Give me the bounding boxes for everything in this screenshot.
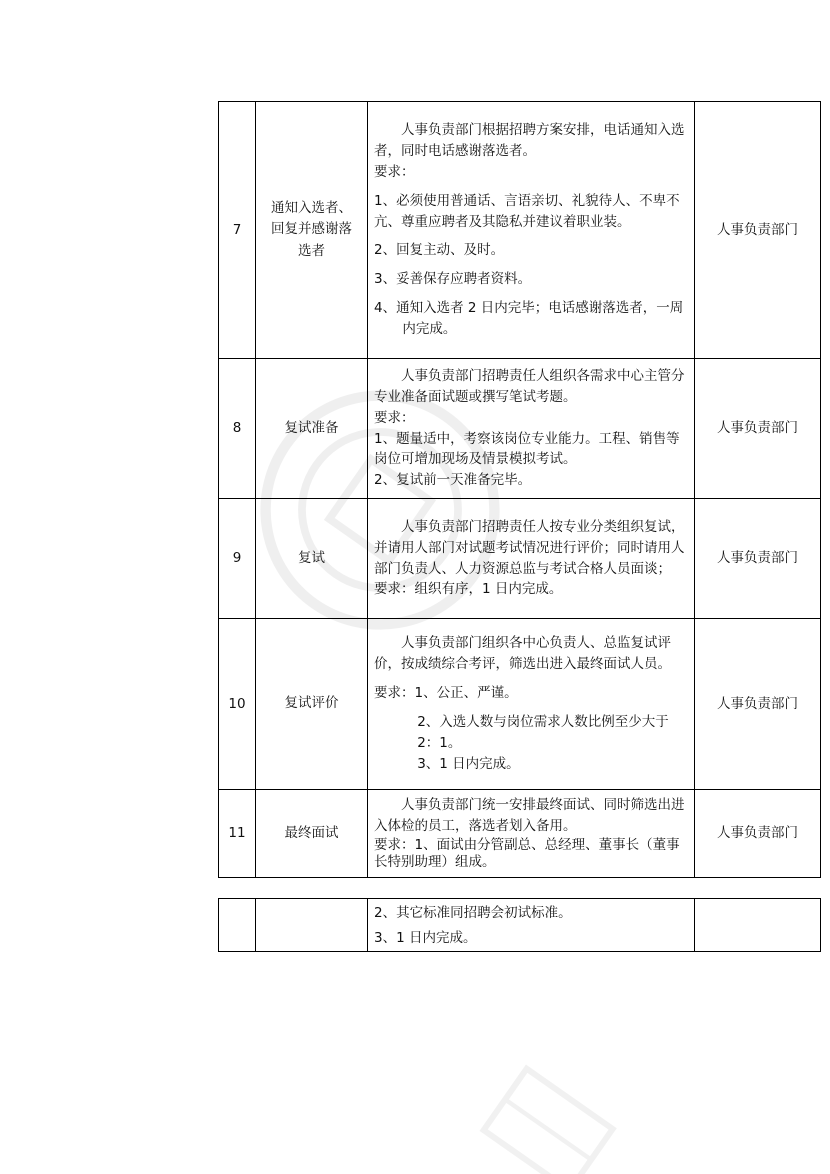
empty-cell [256, 899, 368, 952]
step-name [256, 499, 368, 619]
description-intro: 人事负责部门统一安排最终面试、同时筛选出进入体检的员工，落选者划入备用。 [374, 797, 685, 834]
table-row [219, 619, 821, 790]
step-description [368, 359, 695, 499]
continuation-table [218, 898, 821, 952]
requirement-label: 要求： [374, 409, 415, 426]
table-row [219, 899, 821, 952]
step-name-text: 复试评价 [284, 695, 339, 712]
requirement-item: 4、通知入选者 2 日内完毕；电话感谢落选者，一周内完成。 [374, 300, 684, 338]
responsible-department: 人事负责部门 [695, 790, 821, 878]
step-number: 10 [219, 619, 256, 790]
requirement-item: 1、题量适中，考察该岗位专业能力。工程、销售等岗位可增加现场及情景模拟考试。 [374, 430, 680, 468]
requirement-item: 2、入选人数与岗位需求人数比例至少大于2：1。 [417, 714, 669, 751]
step-number: 8 [219, 359, 256, 499]
step-number: 11 [219, 790, 256, 878]
step-name [256, 619, 368, 790]
step-number: 9 [219, 499, 256, 619]
responsible-department: 人事负责部门 [695, 102, 821, 359]
responsible-department: 人事负责部门 [695, 359, 821, 499]
step-name [256, 359, 368, 499]
responsible-department: 人事负责部门 [695, 619, 821, 790]
requirement-item: 2、复试前一天准备完毕。 [374, 472, 532, 489]
requirement-item: 3、1 日内完成。 [417, 755, 520, 772]
description-intro: 人事负责部门根据招聘方案安排，电话通知入选者，同时电话感谢落选者。 [374, 121, 685, 159]
table-row [219, 102, 821, 359]
table-row [219, 790, 821, 878]
requirement-item: 2、回复主动、及时。 [374, 242, 505, 259]
step-name-text: 通知入选者、回复并感谢落选者 [271, 199, 352, 259]
step-description [368, 499, 695, 619]
step-description [368, 102, 695, 359]
watermark-fragment [450, 1045, 650, 1174]
step-name [256, 102, 368, 359]
step-number: 7 [219, 102, 256, 359]
step-name-text: 复试准备 [284, 419, 339, 436]
requirement-label: 要求：组织有序，1 日内完成。 [374, 581, 563, 598]
description-intro: 人事负责部门招聘责任人按专业分类组织复试，并请用人部门对试题考试情况进行评价；同时请用人部门负责人、人力资源总监与考试合格人员面谈； [374, 518, 685, 577]
requirement-item: 2、其它标准同招聘会初试标准。 [374, 905, 572, 922]
description-intro: 人事负责部门招聘责任人组织各需求中心主管分专业准备面试题或撰写笔试考题。 [374, 367, 685, 405]
requirement-label: 要求：1、公正、严谨。 [374, 685, 518, 702]
step-name-text: 最终面试 [284, 824, 339, 841]
empty-cell [695, 899, 821, 952]
step-description [368, 899, 695, 952]
responsible-department: 人事负责部门 [695, 499, 821, 619]
recruitment-process-table [218, 101, 821, 878]
requirement-item: 3、1 日内完成。 [374, 930, 477, 946]
step-description [368, 790, 695, 878]
requirement-item: 3、妥善保存应聘者资料。 [374, 271, 532, 288]
step-description [368, 619, 695, 790]
requirement-label: 要求： [374, 163, 415, 180]
requirement-item: 1、必须使用普通话、言语亲切、礼貌待人、不卑不亢、尊重应聘者及其隐私并建议着职业装。 [374, 192, 680, 230]
description-intro: 人事负责部门组织各中心负责人、总监复试评价，按成绩综合考评，筛选出进入最终面试人员。 [374, 635, 671, 673]
table-row [219, 499, 821, 619]
step-name [256, 790, 368, 878]
step-name-text: 复试 [298, 549, 325, 566]
requirement-label: 要求：1、面试由分管副总、总经理、董事长（董事长特别助理）组成。 [374, 836, 680, 871]
table-row [219, 359, 821, 499]
empty-cell [219, 899, 256, 952]
